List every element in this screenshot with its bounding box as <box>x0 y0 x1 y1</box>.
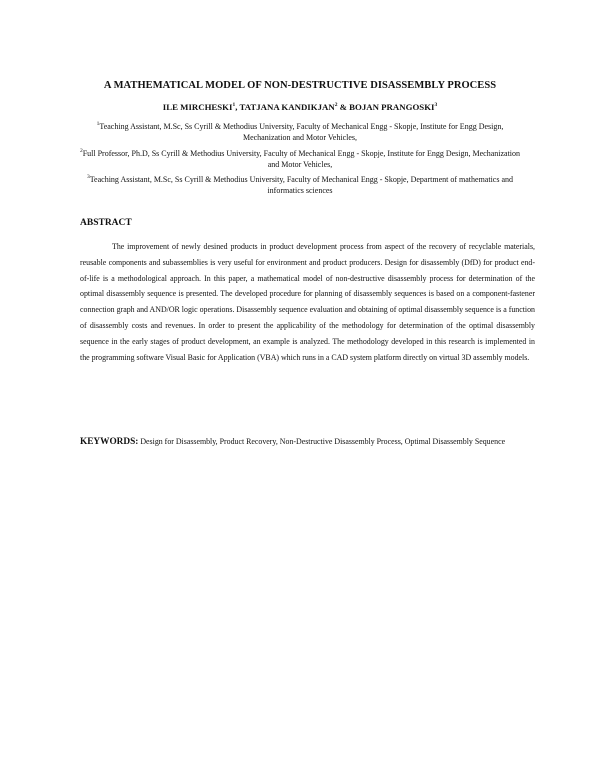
keywords-section <box>80 434 538 450</box>
author-superscript: 1 <box>232 102 236 108</box>
abstract-paragraph: The improvement of newly desined products in product development process from aspect of the recovery of recyclable materials, reusable components and subassemblies is very useful for environment and product producers. Design for disassembly (DfD) for product end-of-life is a methodological approach. In this paper, a mathematical model of non-destructive disassembly process for determination of the optimal disassembly sequence is presented. The developed procedure for planning of disassembly sequences is based on a component-fastener connection graph and AND/OR logic operations. Disassembly sequence evaluation and obtaining of optimal disassembly sequence is a function of disassembly costs and revenues. In order to present the applicability of the methodology for determination of the optimal disassembly sequence in the early stages of product development, an example is analyzed. The methodology developed in this research is implemented in the programming software Visual Basic for Application (VBA) which runs in a CAD system platform directly on virtual 3D assembly models. <box>80 242 535 362</box>
author-name: TATJANA KANDIKJAN <box>239 102 335 112</box>
affiliation-3 <box>75 174 525 196</box>
author-separator: & <box>337 102 350 112</box>
affiliation-2 <box>75 148 525 170</box>
author-superscript: 2 <box>334 102 338 108</box>
author-superscript: 3 <box>434 102 438 108</box>
author-separator: , <box>235 102 240 112</box>
affiliation-superscript: 3 <box>86 174 90 180</box>
affiliation-superscript: 2 <box>79 148 83 154</box>
author-name: BOJAN PRANGOSKI <box>349 102 435 112</box>
abstract-heading: ABSTRACT <box>80 218 132 228</box>
affiliation-1 <box>75 121 525 143</box>
affiliation-superscript: 1 <box>96 121 100 127</box>
affiliation-text: Full Professor, Ph.D, Ss Cyrill & Methodius University, Faculty of Mechanical Engg - Skopje, Institute for Engg Design, Mechanization and Motor Vehicles, <box>82 149 521 169</box>
affiliation-text: Teaching Assistant, M.Sc, Ss Cyrill & Methodius University, Faculty of Mechanical Engg - Skopje, Institute for Engg Design, Mechanization and Motor Vehicles, <box>99 122 504 142</box>
keywords-label: KEYWORDS: <box>80 437 139 447</box>
abstract-body <box>80 239 535 365</box>
author-line <box>60 102 540 112</box>
affiliation-text: Teaching Assistant, M.Sc, Ss Cyrill & Methodius University, Faculty of Mechanical Engg - Skopje, Department of mathematics and informatics sciences <box>89 175 514 195</box>
paper-title: A MATHEMATICAL MODEL OF NON-DESTRUCTIVE DISASSEMBLY PROCESS <box>103 80 497 91</box>
author-name: ILE MIRCHESKI <box>162 102 233 112</box>
keywords-text: Design for Disassembly, Product Recovery, Non-Destructive Disassembly Process, Optimal Disassembly Sequence <box>140 437 506 446</box>
